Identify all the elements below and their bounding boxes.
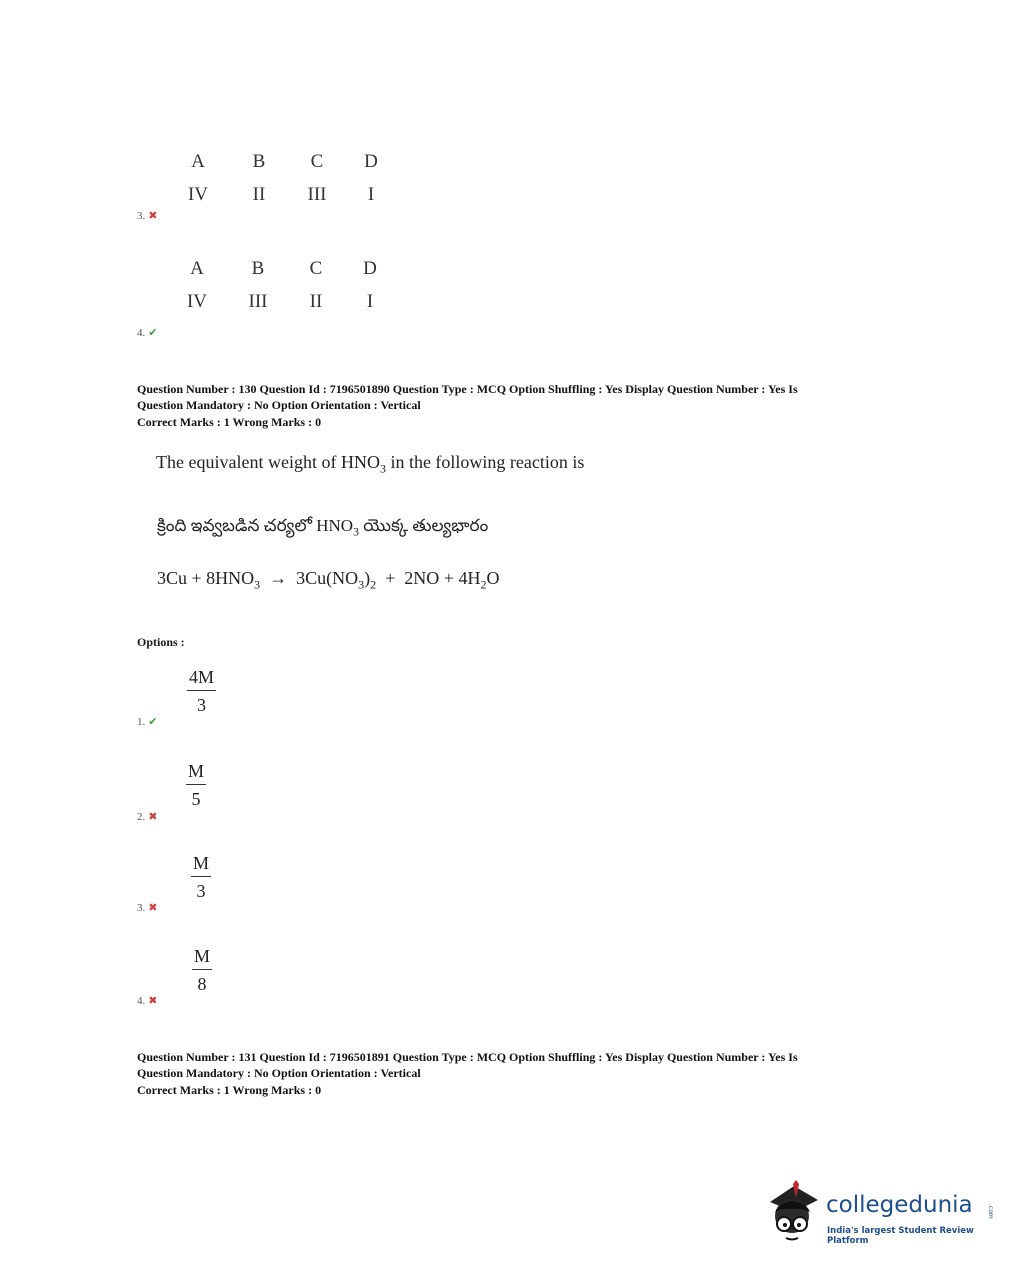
q131-metadata: Question Number : 131 Question Id : 7196501891 Question Type : MCQ Option Shuffling : Yes Display Question Number : Yes Is Question Mandatory : No Option Orientation : Vertical Correct Marks : 1 Wrong Marks : 0 (137, 1050, 798, 1097)
wrong-mark-icon: ✖ (148, 811, 158, 823)
matrix-header: C (310, 151, 324, 172)
option-4-number: 4. ✔ (137, 327, 158, 339)
option-3-number: 3. ✖ (137, 210, 158, 222)
logo-wordmark: collegedunia (826, 1192, 973, 1218)
matrix-value: III (307, 184, 327, 205)
correct-mark-icon: ✔ (148, 716, 158, 728)
matrix-header: D (364, 151, 378, 172)
logo-tagline: India's largest Student Review Platform (827, 1226, 974, 1246)
matrix-value: II (252, 184, 266, 205)
matrix-value: IV (187, 184, 209, 205)
matrix-value: IV (186, 291, 208, 312)
q130-reaction-equation: $3Cu + 8HNO_3 \to 3Cu(NO_3)_2 + 2NO + 4H_2O$ (157, 568, 500, 592)
option-4-number: 4. ✖ (137, 995, 158, 1007)
mascot-icon (766, 1178, 826, 1248)
matrix-value: III (248, 291, 268, 312)
matrix-value: I (366, 291, 374, 312)
logo-domain: .com (987, 1204, 994, 1219)
options-label: Options : (137, 635, 185, 649)
option-4-fraction[interactable]: $\frac{M}{8}$ (194, 946, 211, 994)
option-1-number: 1. ✔ (137, 716, 158, 728)
matrix-value: I (367, 184, 375, 205)
q130-telugu-text: క్రింది ఇవ్వబడిన చర్యలో $HNO_3$ యొక్క తుల్యభారం (157, 516, 489, 539)
option-2-fraction[interactable]: $\frac{M}{5}$ (188, 761, 205, 809)
option-3-fraction[interactable]: $\frac{M}{3}$ (193, 853, 210, 901)
wrong-mark-icon: ✖ (148, 210, 158, 222)
matrix-header: B (251, 258, 265, 279)
wrong-mark-icon: ✖ (148, 902, 158, 914)
matrix-header: B (252, 151, 266, 172)
q130-english-text: The equivalent weight of $HNO_3$ in the following reaction is (156, 452, 585, 476)
matrix-header: C (309, 258, 323, 279)
collegedunia-logo (766, 1178, 996, 1248)
option-2-number: 2. ✖ (137, 811, 158, 823)
matrix-value: II (309, 291, 323, 312)
option-1-fraction[interactable]: $\frac{4M}{3}$ (189, 667, 215, 715)
correct-mark-icon: ✔ (148, 327, 158, 339)
wrong-mark-icon: ✖ (148, 995, 158, 1007)
q130-metadata: Question Number : 130 Question Id : 7196501890 Question Type : MCQ Option Shuffling : Yes Display Question Number : Yes Is Question Mandatory : No Option Orientation : Vertical Correct Marks : 1 Wrong Marks : 0 (137, 382, 798, 429)
option-3-number: 3. ✖ (137, 902, 158, 914)
matrix-header: A (191, 151, 205, 172)
matrix-header: A (190, 258, 204, 279)
matrix-header: D (363, 258, 377, 279)
